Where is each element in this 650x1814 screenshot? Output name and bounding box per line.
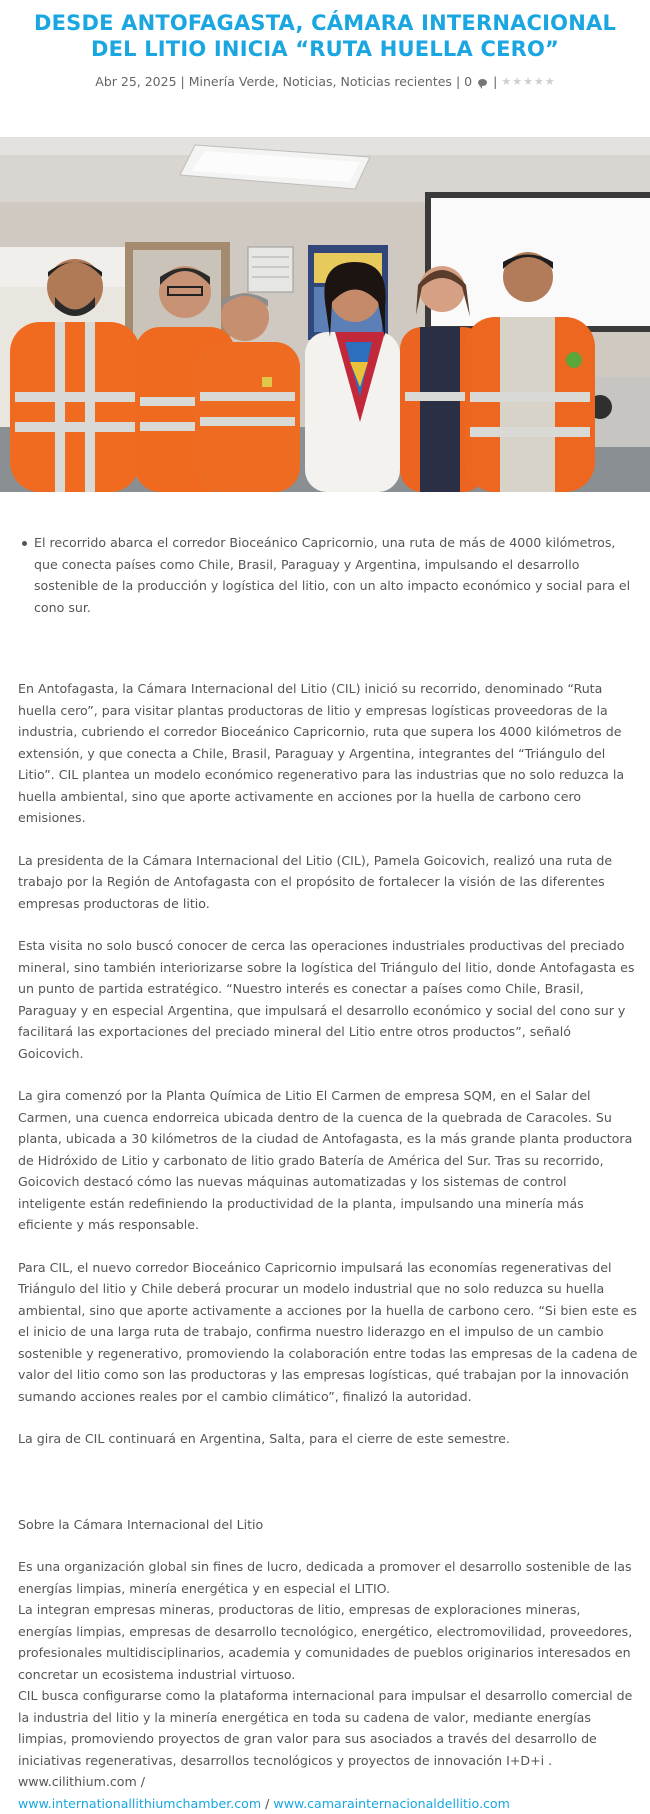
about-heading: Sobre la Cámara Internacional del Litio [18,1514,638,1536]
about-paragraph: CIL busca configurarse como la plataforma internacional para impulsar el desarrollo comercial de la industria del litio y la minería energética en toda su cadena de valor, mediante energías limpias, promoviendo proyectos de gran valor para sus asociados a través del desarrollo de iniciativas regenerativas, desarrollos tecnológicos y proyectos de innovación I+D+i . www.cilithium.com / [18,1685,638,1793]
comment-count[interactable]: 0 [464,74,472,89]
star-icon: ★ [545,75,555,88]
about-section [18,1556,638,1814]
link-internationallithiumchamber[interactable]: www.internationallithiumchamber.com [18,1796,261,1811]
meta-separator: | [181,74,185,89]
post-meta [18,74,632,89]
star-icon: ★ [523,75,533,88]
comment-icon [478,79,487,86]
about-paragraph: Es una organización global sin fines de lucro, dedicada a promover el desarrollo sostenible de las energías limpias, minería energética y en especial el LITIO. [18,1556,638,1599]
links-line [18,1793,638,1814]
rating-stars [501,75,554,88]
meta-separator: | [456,74,460,89]
article-title: DESDE ANTOFAGASTA, CÁMARA INTERNACIONAL DEL LITIO INICIA “RUTA HUELLA CERO” [18,10,632,62]
about-paragraph: La integran empresas mineras, productoras de litio, empresas de exploraciones mineras, energías limpias, empresas de desarrollo tecnológico, energético, electromovilidad, proveedores, profesionales multidisciplinarios, academia y comunidades de pueblos originarios interesados en concretar un ecosistema industrial virtuoso. [18,1599,638,1685]
paragraph: La gira comenzó por la Planta Química de Litio El Carmen de empresa SQM, en el Salar del Carmen, una cuenca endorreica ubicada dentro de la cuenca de la quebrada de Caracoles. Su planta, ubicada a 30 kilómetros de la ciudad de Antofagasta, es la más grande planta productora de Hidróxido de Litio y carbonato de litio grado Batería de América del Sur. Tras su recorrido, Goicovich destacó cómo las nuevas máquinas automatizadas y los sistemas de control inteligente están redefiniendo la productividad de la planta, impulsando una minería más eficiente y más responsable. [18,1085,638,1236]
article-body [18,532,638,1814]
post-date: Abr 25, 2025 [95,74,176,89]
highlight-list [18,532,638,618]
article-header [0,0,650,89]
star-icon: ★ [534,75,544,88]
star-icon: ★ [512,75,522,88]
meta-separator: | [493,74,497,89]
list-item: El recorrido abarca el corredor Bioceánico Capricornio, una ruta de más de 4000 kilómetros, que conecta países como Chile, Brasil, Paraguay y Argentina, impulsando el desarrollo sostenible de la producción y logística del litio, con un alto impacto económico y social para el cono sur. [20,532,638,618]
link-camarainternacionaldellitio[interactable]: www.camarainternacionaldellitio.com [273,1796,509,1811]
paragraph: La presidenta de la Cámara Internacional del Litio (CIL), Pamela Goicovich, realizó una ruta de trabajo por la Región de Antofagasta con el propósito de fortalecer la visión de las diferentes empresas productoras de litio. [18,850,638,915]
star-icon: ★ [501,75,511,88]
paragraph: La gira de CIL continuará en Argentina, Salta, para el cierre de este semestre. [18,1428,638,1450]
post-categories[interactable]: Minería Verde, Noticias, Noticias recientes [189,74,452,89]
paragraph: En Antofagasta, la Cámara Internacional del Litio (CIL) inició su recorrido, denominado “Ruta huella cero”, para visitar plantas productoras de litio y empresas logísticas proveedoras de la industria, cubriendo el corredor Bioceánico Capricornio, ruta que supera los 4000 kilómetros de extensión, y que conecta a Chile, Brasil, Paraguay y Argentina, integrantes del “Triángulo del Litio”. CIL plantea un modelo económico regenerativo para las industrias que no solo reduzca la huella ambiental, sino que aporte activamente en acciones por la huella de carbono cero emisiones. [18,678,638,829]
group-photo-illustration [0,137,650,492]
paragraph: Para CIL, el nuevo corredor Bioceánico Capricornio impulsará las economías regenerativas del Triángulo del litio y Chile deberá procurar un modelo industrial que no solo reduzca su huella ambiental, sino que aporte activamente a acciones por la huella de carbono cero. “Si bien este es el inicio de una larga ruta de trabajo, confirma nuestro liderazgo en el impulso de un cambio sostenible y regenerativo, promoviendo la colaboración entre todas las empresas de la cadena de valor del litio como son las productoras y las empresas logísticas, qué trabajan por la innovación sumando acciones reales por el cambio climático”, finalizó la autoridad. [18,1257,638,1408]
link-separator: / [261,1796,273,1811]
paragraph: Esta visita no solo buscó conocer de cerca las operaciones industriales productivas del preciado mineral, sino también interiorizarse sobre la logística del Triángulo del litio, donde Antofagasta es un punto de partida estratégico. “Nuestro interés es conectar a países como Chile, Brasil, Paraguay y en especial Argentina, que impulsará el desarrollo económico y social del cono sur y facilitará las exportaciones del preciado mineral del Litio entre otros productos”, señaló Goicovich. [18,935,638,1064]
article-photo [0,137,650,492]
